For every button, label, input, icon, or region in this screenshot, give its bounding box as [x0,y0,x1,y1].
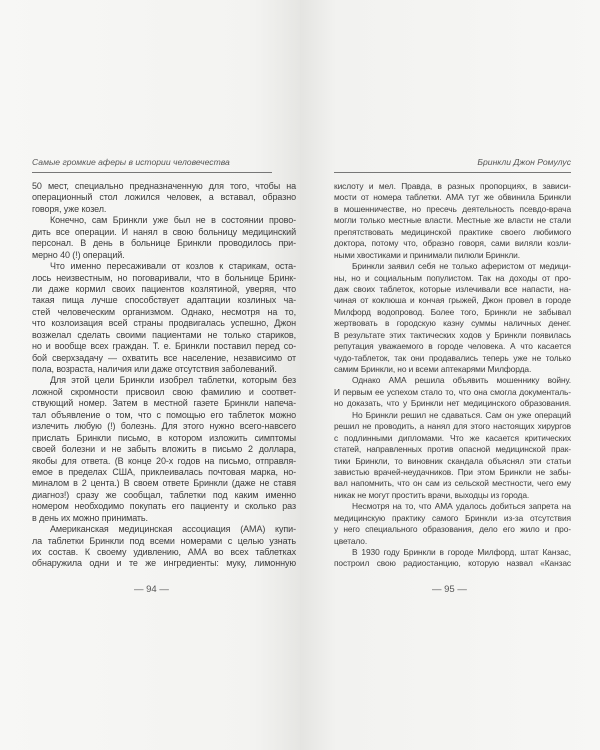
text-line: препятствовать медицинской практике своего любимого [334,226,571,237]
right-page [300,0,600,750]
text-line: доктора, потому что, образно говоря, сами виляли козли- [334,238,571,249]
text-line: пола, возраста, наличия или даже отсутствия заболеваний. [32,364,277,374]
text-line: прислать Бринкли письмо, в котором изложить симптомы [32,432,296,443]
text-line: тал объявление о том, что с помощью его таблеток можно [32,409,296,420]
text-line: тики Бринкли, то виновник скандала объяснял эти статьи [334,455,571,466]
body-text [334,181,571,570]
text-line: жертвовать в городскую казну суммы наличных денег. [334,318,571,329]
text-line: возжелал сделать своими пациентами не только стариков, [32,329,296,340]
text-line: обнаружила одни и те же ингредиенты: муку, лимонную [32,558,296,569]
text-line: излечить любую (!) болезнь. Для этого нужно всего-навсего [32,421,296,432]
text-line: В 1930 году Бринкли в городе Милфорд, штат Канзас, [352,547,571,557]
header-rule [32,172,272,173]
text-line: номером необходимо покупать его пациенту и сколько раз [32,501,296,512]
text-line: Что именно пересаживали от козлов к старикам, оста- [50,261,296,272]
text-line: ными хвостиками и принимали пилюли Бринкли. [334,249,520,260]
text-line: Бринкли заявил себя не только аферистом от медици- [352,261,571,272]
text-line: операционный стол ложился человек, а вставал, образно [32,192,296,203]
text-line: медицинскую практику самого Бринкли из-за отсутствия [334,512,571,523]
text-line: Милфорд водопровод. Более того, Бринкли не забывал [334,306,571,317]
text-line: завистью врачей-неудачников. При этом Бринкли не забы- [334,466,571,477]
text-line: вал напомнить, что он сам из сельской местности, чего ему [334,478,571,489]
page-number: — 95 — [432,584,467,595]
text-line: но доказать, что у Бринкли нет медицинского образования. [334,398,571,409]
text-line: самим Бринкли, но и всеми аптекарями Милфорда. [334,364,532,374]
text-line: даж своих таблеток, которые излечивали все напасти, на- [334,283,571,294]
text-line: емое в пределах США, приклеивалась почтовая марка, но- [32,466,296,477]
text-line: персонал. В день в больнице Бринкли проводилось при- [32,238,296,249]
text-line: Но Бринкли решил не сдаваться. Сам он уже операций [352,409,571,420]
header-rule [334,172,571,173]
text-line: с подлинными дипломами. Что же касается критических [334,432,571,443]
running-header: Самые громкие аферы в истории человечества [32,157,230,167]
text-line: ла таблетки Бринкли под всеми номерами с целью узнать [32,535,296,546]
text-line: Для этой цели Бринкли изобрел таблетки, которым без [50,375,296,386]
text-line: что козлоизация всей страны продвигалась успешно, Джон [32,318,296,329]
text-line: стей человеческим организмом. Однако, несмотря на то, [32,306,296,317]
page-number: — 94 — [134,584,169,595]
text-line: своей болезни и не забыть вложить в письмо 2 доллара, [32,444,296,455]
text-line: Конечно, сам Бринкли уже был не в состоянии прово- [50,215,296,226]
text-line: никак не могут простить врачи, выходцы из города. [334,489,530,500]
text-line: лось неизвестным, но поговаривали, что в больнице Бринк- [32,272,296,283]
text-line: Однако АМА решила объявить мошеннику войну. [352,375,571,386]
text-line: чиная от коклюша и кончая грыжей, Джон провел в городе [334,295,571,306]
text-line: дить все операции. И нанял в свою больницу медицинский [32,226,296,237]
text-line: ны, но и социальным популистом. Так на доходы от про- [334,272,571,283]
text-line: могли только местные власти. Местные же власти не стали [334,215,571,226]
text-line: в мошенничестве, но пресечь деятельность псевдо-врача [334,203,571,214]
text-line: в день их можно принимать. [32,512,148,523]
text-line: ли даже кормил своих пациентов козлятиной, уверяя, что [32,283,296,294]
text-line: их состав. К своему удивлению, АМА во всех таблетках [32,547,296,557]
text-line: но и вообще всех граждан. Т. е. Бринкли поставил перед со- [32,341,296,352]
running-header: Бринкли Джон Ромулус [477,157,571,167]
text-line: якобы для ответа. (В конце 20-х годов на письмо, отправля- [32,455,296,466]
text-line: 50 мест, специально предназначенную для того, чтобы на [32,181,296,191]
text-line: говоря, уже козел. [32,203,107,214]
text-line: ложной скромности присвоил свою фамилию и соответ- [32,386,296,397]
text-line: миналом в 2 цента.) В своем ответе Бринкли (даже не ставя [32,478,296,489]
text-line: построил свою радиостанцию, которую назвал «Канзас [334,558,571,569]
text-line: В результате этих тактических ходов у Бринкли появилась [334,329,571,340]
text-line: чудо-таблеток, так они продавались теперь уже не только [334,352,571,363]
text-line: репутация уважаемого в городе человека. А что касается [334,341,571,352]
text-line: такая пища лучше способствует адаптации козлиных ча- [32,295,296,306]
text-line: кислоту и мел. Правда, в разных пропорциях, в зависи- [334,181,571,191]
text-line: ствующий номер. Затем в местной газете Бринкли напеча- [32,398,296,409]
text-line: у него специального образования, дело его жило и про- [334,524,571,535]
text-line: Несмотря на то, что АМА удалось добиться запрета на [352,501,571,512]
text-line: Американская медицинская ассоциация (АМА) купи- [50,524,296,535]
text-line: бой сверхзадачу — охватить все население, независимо от [32,352,296,363]
text-line: решил не проводить, а нанял для этого настоящих хирургов [334,421,571,432]
body-text [32,181,296,570]
text-line: И первым ее успехом стало то, что она смогла документаль- [334,386,571,397]
text-line: статей, направленных против опасной медицинской прак- [334,444,571,455]
text-line: цветало. [334,535,368,546]
text-line: диагноз!) сразу же сообщал, таблетки под каким именно [32,489,296,500]
text-line: мерно 40 (!) операций. [32,249,125,260]
text-line: мости от номера таблетки. АМА тут же обвинила Бринкли [334,192,571,203]
